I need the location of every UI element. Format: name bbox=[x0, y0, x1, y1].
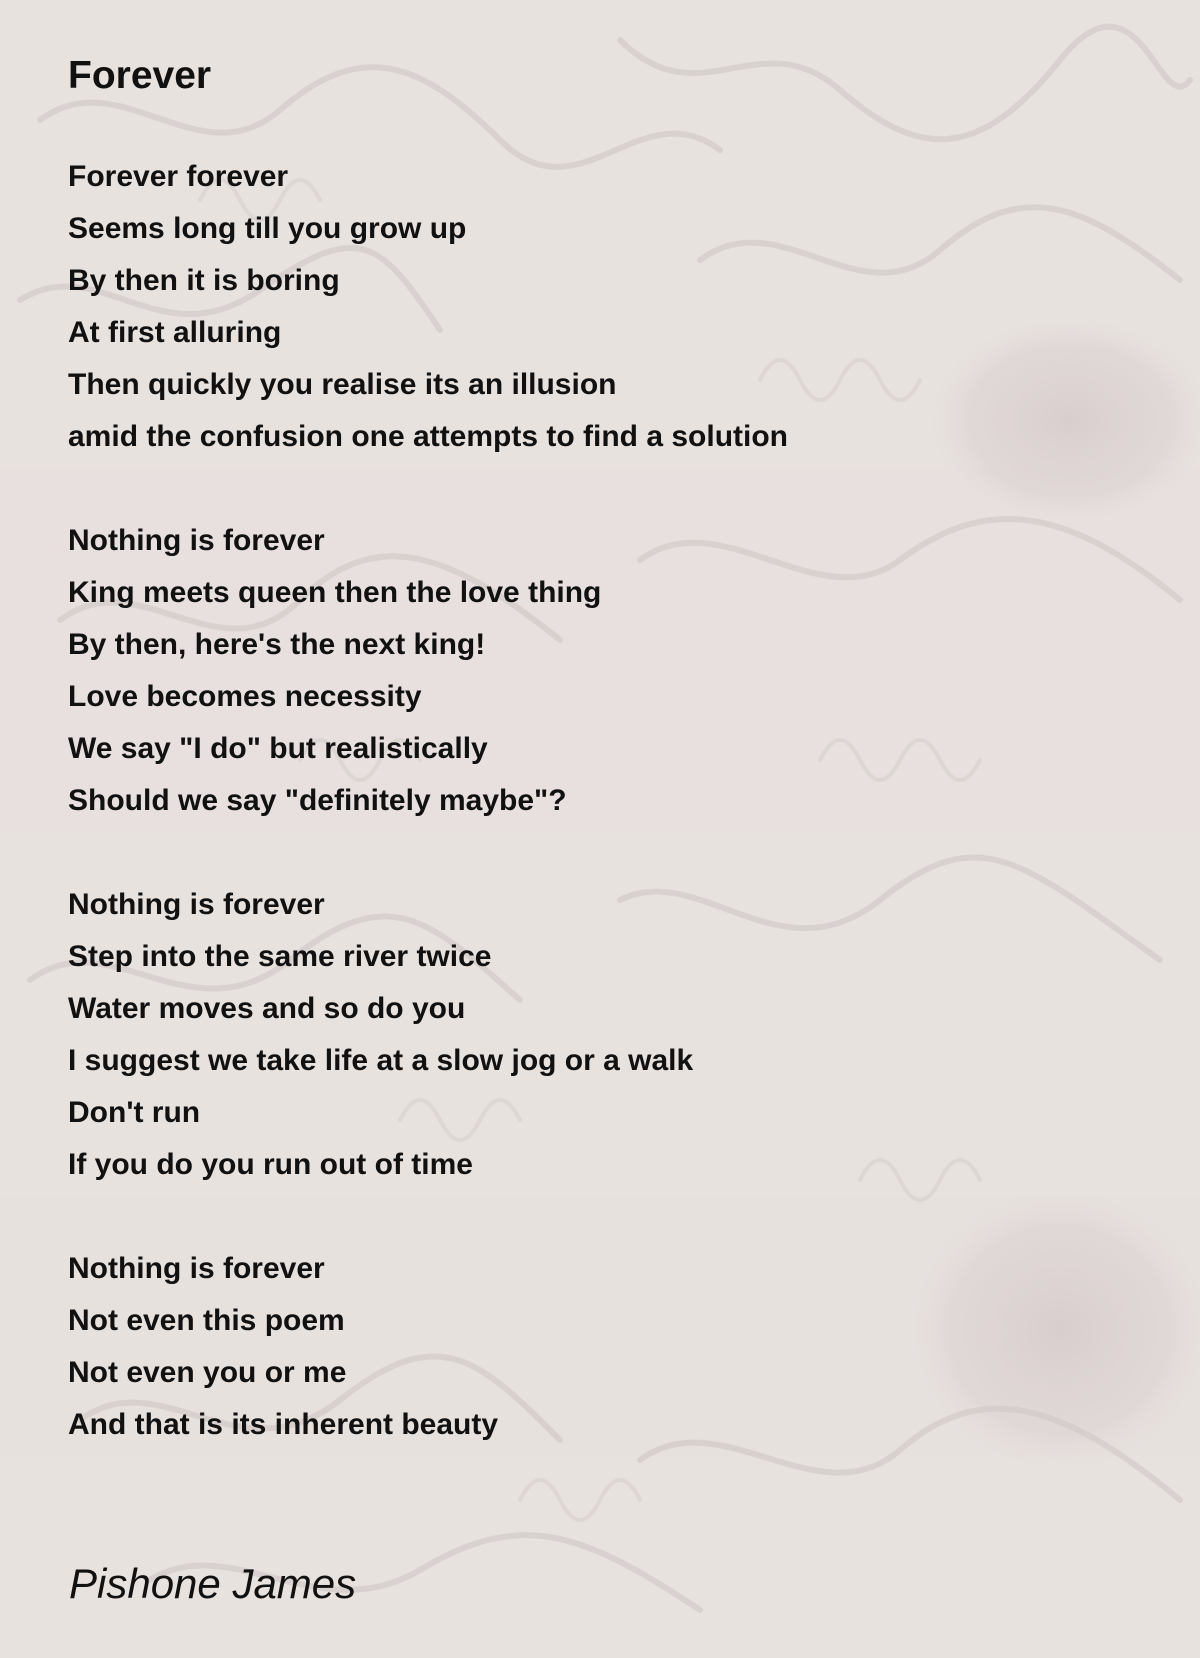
poem-line: Not even this poem bbox=[68, 1304, 345, 1337]
poem-stanza bbox=[68, 151, 788, 463]
poem-author: Pishone James bbox=[69, 1560, 357, 1607]
poem-line: If you do you run out of time bbox=[68, 1148, 473, 1181]
poem-line: Then quickly you realise its an illusion bbox=[68, 368, 617, 401]
poem-line: Not even you or me bbox=[68, 1356, 347, 1389]
poem-line: By then, here's the next king! bbox=[68, 628, 486, 661]
poem-line: Step into the same river twice bbox=[68, 940, 492, 973]
poem-line: I suggest we take life at a slow jog or a walk bbox=[68, 1044, 694, 1077]
poem-line: Should we say "definitely maybe"? bbox=[68, 784, 567, 817]
poem-line: Love becomes necessity bbox=[68, 680, 422, 713]
poem-line: Forever forever bbox=[68, 160, 289, 193]
poem-line: By then it is boring bbox=[68, 264, 340, 297]
poem-line: Water moves and so do you bbox=[68, 992, 466, 1025]
poem-line: At first alluring bbox=[68, 316, 282, 349]
poem-line: Seems long till you grow up bbox=[68, 212, 467, 245]
poem-stanza bbox=[68, 879, 693, 1191]
poem-line: Nothing is forever bbox=[68, 524, 325, 557]
poem-line: We say "I do" but realistically bbox=[68, 732, 488, 765]
poem-stanza bbox=[68, 515, 601, 827]
poem-line: amid the confusion one attempts to find a solution bbox=[68, 420, 788, 453]
poem-line: And that is its inherent beauty bbox=[68, 1408, 499, 1441]
poem-stanza bbox=[68, 1243, 498, 1451]
poem-line: Nothing is forever bbox=[68, 888, 325, 921]
poem-line: King meets queen then the love thing bbox=[68, 576, 602, 609]
poem-line: Don't run bbox=[68, 1096, 201, 1129]
poem-title: Forever bbox=[68, 54, 212, 97]
poem-line: Nothing is forever bbox=[68, 1252, 325, 1285]
